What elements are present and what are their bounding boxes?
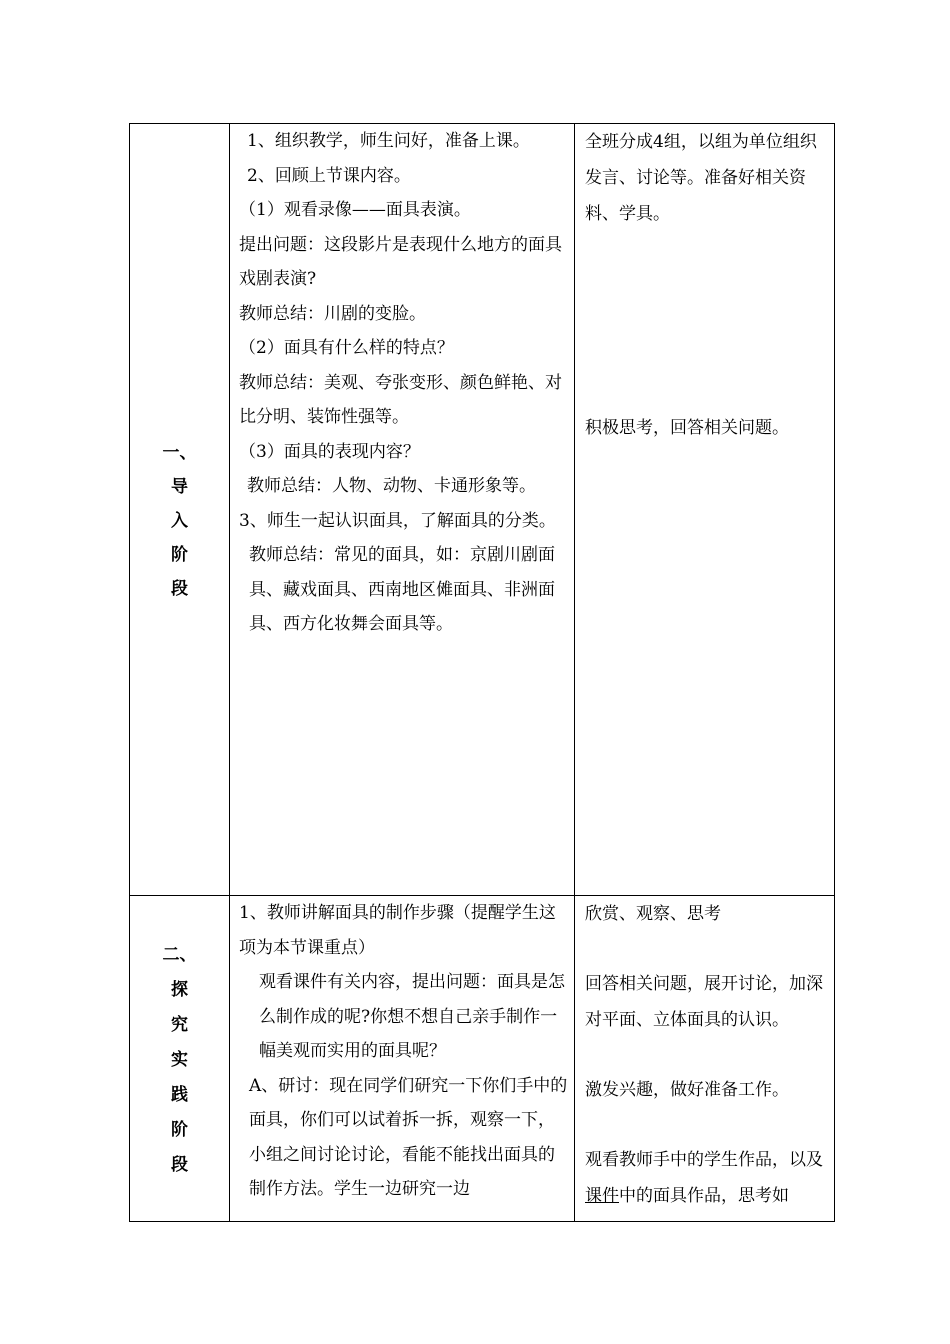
content-line: 1、组织教学，师生问好，准备上课。	[247, 131, 530, 151]
activity-line: 全班分成4组，以组为单位组织发言、讨论等。准备好相关资料、学具。	[585, 132, 817, 224]
stage-label: 一、 导 入 阶 段	[162, 443, 197, 599]
content-line: 教师总结：川剧的变脸。	[239, 303, 426, 324]
content-line: 提出问题：这段影片是表现什么地方的面具戏剧表演?	[239, 234, 562, 289]
content-line: （2）面具有什么样的特点？	[239, 338, 454, 358]
courseware-link[interactable]: 课件	[585, 1186, 619, 1206]
content-line: （3）面具的表现内容？	[239, 441, 420, 462]
activity-cell	[575, 124, 835, 896]
content-line: 观看课件有关内容，提出问题：面具是怎么制作成的呢?你想不想自己亲手制作一幅美观而实用的面具呢？	[259, 972, 565, 1061]
content-cell	[230, 896, 575, 1222]
activity-line: 欣赏、观察、思考	[585, 904, 721, 924]
content-line: A、研讨：现在同学们研究一下你们手中的面具，你们可以试着拆一拆，观察一下，小组之间讨论讨论，看能不能找出面具的制作方法。学生一边研究一边	[249, 1075, 568, 1199]
content-line: 教师总结：美观、夸张变形、颜色鲜艳、对比分明、装饰性强等。	[239, 372, 562, 427]
activity-line: 积极思考，回答相关问题。	[585, 418, 789, 438]
content-line: 教师总结：人物、动物、卡通形象等。	[247, 476, 536, 496]
stage-label: 二、 探 究 实 践 阶 段	[162, 945, 197, 1175]
table-row	[130, 896, 835, 1222]
content-line: （1）观看录像——面具表演。	[239, 200, 471, 220]
stage-cell	[130, 896, 230, 1222]
table-row	[130, 124, 835, 896]
activity-line: 回答相关问题，展开讨论，加深对平面、立体面具的认识。	[585, 974, 823, 1030]
activity-cell	[575, 896, 835, 1222]
activity-line: 激发兴趣，做好准备工作。	[585, 1080, 789, 1100]
content-line: 教师总结：常见的面具，如：京剧川剧面具、藏戏面具、西南地区傩面具、非洲面具、西方化妆舞会面具等。	[249, 545, 555, 634]
content-line: 1、教师讲解面具的制作步骤（提醒学生这项为本节课重点）	[239, 903, 556, 958]
lesson-plan-table	[129, 123, 835, 1222]
content-line: 3、师生一起认识面具，了解面具的分类。	[239, 510, 556, 531]
content-cell	[230, 124, 575, 896]
content-line: 2、回顾上节课内容。	[247, 165, 411, 186]
activity-line: 观看教师手中的学生作品，以及课件中的面具作品，思考如	[585, 1150, 823, 1206]
stage-cell	[130, 124, 230, 896]
